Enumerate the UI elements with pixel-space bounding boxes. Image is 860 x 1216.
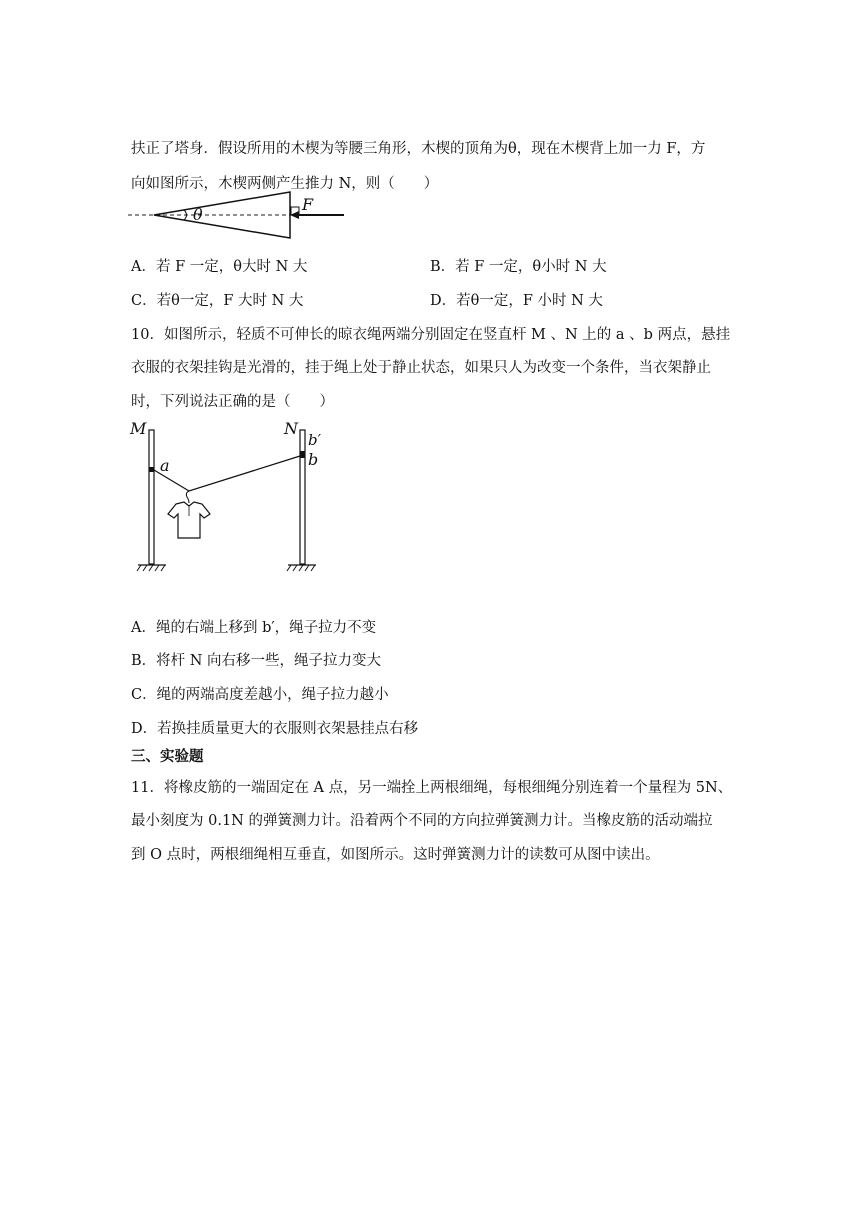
clothesline-figure (126, 418, 326, 580)
q10-option-c: C．绳的两端高度差越小，绳子拉力越小 (131, 687, 389, 703)
wedge-angle-label: θ (193, 205, 203, 224)
q9-intro-line2: 向如图所示，木楔两侧产生推力 N，则（ ） (131, 176, 439, 192)
q9-option-a: A．若 F 一定，θ大时 N 大 (131, 259, 308, 275)
wedge-figure (128, 188, 348, 238)
q10-option-b: B．将杆 N 向右移一些，绳子拉力变大 (131, 653, 382, 669)
q10-option-a: A．绳的右端上移到 b′，绳子拉力不变 (131, 620, 377, 636)
point-b-label: b (308, 450, 319, 469)
q9-option-c: C．若θ一定，F 大时 N 大 (131, 293, 304, 309)
point-b-prime-label: b′ (308, 431, 322, 449)
q11-line2: 最小刻度为 0.1N 的弹簧测力计。沿着两个不同的方向拉弹簧测力计。当橡皮筋的活动端拉 (131, 813, 713, 829)
q10-line1: 10．如图所示，轻质不可伸长的晾衣绳两端分别固定在竖直杆 M 、N 上的 a 、b 两点，悬挂 (131, 327, 731, 343)
q9-option-d: D．若θ一定，F 小时 N 大 (430, 293, 603, 309)
pole-m-label: M (130, 419, 147, 438)
pole-n-label: N (284, 419, 298, 438)
section-heading: 三、实验题 (131, 748, 204, 765)
q11-line1: 11．将橡皮筋的一端固定在 A 点，另一端拴上两根细绳，每根细绳分别连着一个量程为 5N、 (131, 780, 733, 796)
point-a-label: a (160, 456, 170, 475)
q10-line3: 时，下列说法正确的是（ ） (131, 394, 334, 410)
q11-line3: 到 O 点时，两根细绳相互垂直，如图所示。这时弹簧测力计的读数可从图中读出。 (131, 847, 660, 863)
q10-option-d: D．若换挂质量更大的衣服则衣架悬挂点右移 (131, 721, 419, 737)
q10-line2: 衣服的衣架挂钩是光滑的，挂于绳上处于静止状态，如果只人为改变一个条件，当衣架静止 (131, 360, 711, 376)
force-label: F (302, 195, 314, 214)
q9-intro-line1: 扶正了塔身．假设所用的木楔为等腰三角形，木楔的顶角为θ，现在木楔背上加一力 F，方 (131, 141, 706, 157)
q9-option-b: B．若 F 一定，θ小时 N 大 (430, 259, 607, 275)
